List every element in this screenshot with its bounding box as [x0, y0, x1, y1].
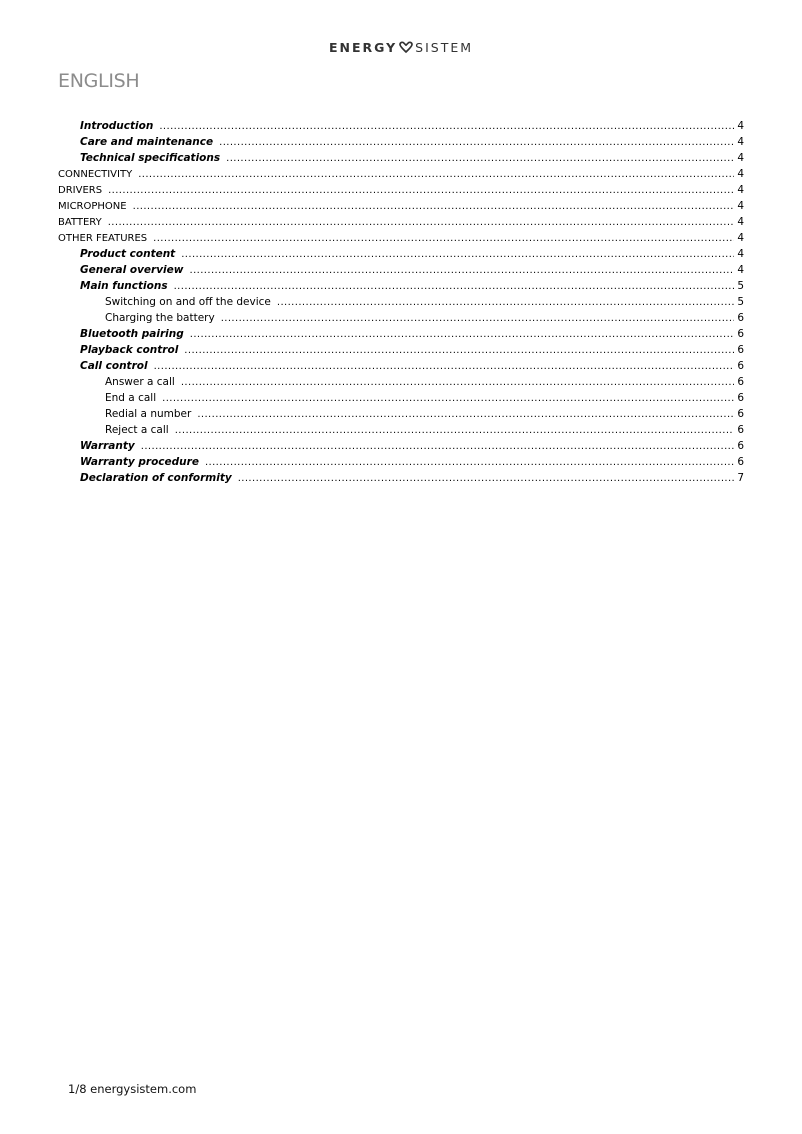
toc-entry-page: 6 [737, 360, 744, 372]
page-indicator: 1/8 [68, 1082, 87, 1096]
leader-dots [189, 263, 734, 279]
toc-entry-title: Technical specifications [80, 152, 221, 164]
page-footer [68, 1082, 196, 1096]
toc-entry-title: Switching on and off the device [105, 296, 271, 308]
leader-dots [277, 295, 734, 311]
toc-entry-page: 6 [737, 392, 744, 404]
leader-dots [238, 471, 735, 487]
toc-entry-page: 6 [737, 424, 744, 436]
toc-entry[interactable] [58, 454, 744, 470]
leader-dots [159, 119, 734, 135]
leader-dots [153, 231, 734, 247]
leader-dots [184, 343, 734, 359]
toc-entry-title: BATTERY [58, 217, 102, 228]
toc-entry[interactable] [58, 230, 744, 246]
leader-dots [138, 167, 734, 183]
toc-entry[interactable] [58, 438, 744, 454]
toc-entry-title: Introduction [80, 120, 154, 132]
leader-dots [133, 199, 735, 215]
toc-entry-title: End a call [105, 392, 157, 404]
leader-dots [162, 391, 734, 407]
toc-entry-title: DRIVERS [58, 185, 103, 196]
toc-entry-page: 6 [737, 408, 744, 420]
toc-entry[interactable] [58, 134, 744, 150]
leader-dots [205, 455, 734, 471]
toc-entry-title: Main functions [80, 280, 168, 292]
toc-entry-title: Call control [80, 360, 148, 372]
leader-dots [221, 311, 735, 327]
toc-entry[interactable] [58, 214, 744, 230]
website-link[interactable]: energysistem.com [90, 1082, 197, 1096]
toc-entry[interactable] [58, 390, 744, 406]
toc-entry[interactable] [58, 422, 744, 438]
toc-entry-page: 4 [737, 136, 744, 148]
toc-entry-page: 5 [737, 280, 744, 292]
toc-entry[interactable] [58, 406, 744, 422]
toc-entry-title: Reject a call [105, 424, 169, 436]
toc-entry[interactable] [58, 166, 744, 182]
toc-entry-title: Warranty procedure [80, 456, 199, 468]
toc-entry-page: 6 [737, 344, 744, 356]
toc-entry-title: Care and maintenance [80, 136, 214, 148]
toc-entry[interactable] [58, 358, 744, 374]
leader-dots [181, 375, 734, 391]
leader-dots [141, 439, 735, 455]
toc-entry-page: 4 [737, 200, 744, 212]
toc-entry-page: 4 [737, 168, 744, 180]
toc-entry-title: Bluetooth pairing [80, 328, 184, 340]
toc-entry-title: Warranty [80, 440, 135, 452]
toc-entry-title: Playback control [80, 344, 179, 356]
leader-dots [190, 327, 735, 343]
toc-entry-page: 4 [737, 264, 744, 276]
leader-dots [108, 215, 735, 231]
toc-entry-title: Charging the battery [105, 312, 215, 324]
toc-entry-title: MICROPHONE [58, 201, 127, 212]
logo-text-sistem: SISTEM [415, 40, 474, 55]
leader-dots [181, 247, 734, 263]
toc-entry[interactable] [58, 246, 744, 262]
toc-entry[interactable] [58, 310, 744, 326]
toc-entry-page: 6 [737, 328, 744, 340]
section-title: ENGLISH [58, 70, 140, 92]
table-of-contents [58, 118, 744, 486]
logo-text-energy: ENERGY [328, 40, 398, 55]
toc-entry-title: Product content [80, 248, 176, 260]
leader-dots [108, 183, 734, 199]
toc-entry[interactable] [58, 150, 744, 166]
toc-entry-page: 4 [737, 184, 744, 196]
toc-entry[interactable] [58, 198, 744, 214]
toc-entry-page: 6 [737, 456, 744, 468]
leader-dots [219, 135, 734, 151]
toc-entry[interactable] [58, 326, 744, 342]
toc-entry-title: General overview [80, 264, 184, 276]
toc-entry-page: 5 [737, 296, 744, 308]
toc-entry-title: Answer a call [105, 376, 175, 388]
toc-entry-page: 4 [737, 216, 744, 228]
toc-entry[interactable] [58, 342, 744, 358]
toc-entry-page: 4 [737, 152, 744, 164]
toc-entry-title: Declaration of conformity [80, 472, 232, 484]
heart-check-icon [398, 41, 414, 56]
toc-entry-page: 6 [737, 312, 744, 324]
toc-entry-title: OTHER FEATURES [58, 233, 148, 244]
toc-entry[interactable] [58, 262, 744, 278]
toc-entry[interactable] [58, 470, 744, 486]
toc-entry-page: 4 [737, 248, 744, 260]
toc-entry[interactable] [58, 118, 744, 134]
leader-dots [175, 423, 735, 439]
toc-entry[interactable] [58, 278, 744, 294]
brand-logo [0, 40, 802, 56]
leader-dots [197, 407, 734, 423]
toc-entry-page: 6 [737, 376, 744, 388]
toc-entry-page: 6 [737, 440, 744, 452]
toc-entry-page: 4 [737, 120, 744, 132]
toc-entry-page: 4 [737, 232, 744, 244]
leader-dots [226, 151, 734, 167]
toc-entry-title: Redial a number [105, 408, 192, 420]
toc-entry[interactable] [58, 294, 744, 310]
toc-entry-page: 7 [737, 472, 744, 484]
toc-entry-title: CONNECTIVITY [58, 169, 133, 180]
toc-entry[interactable] [58, 374, 744, 390]
leader-dots [174, 279, 735, 295]
leader-dots [154, 359, 735, 375]
toc-entry[interactable] [58, 182, 744, 198]
